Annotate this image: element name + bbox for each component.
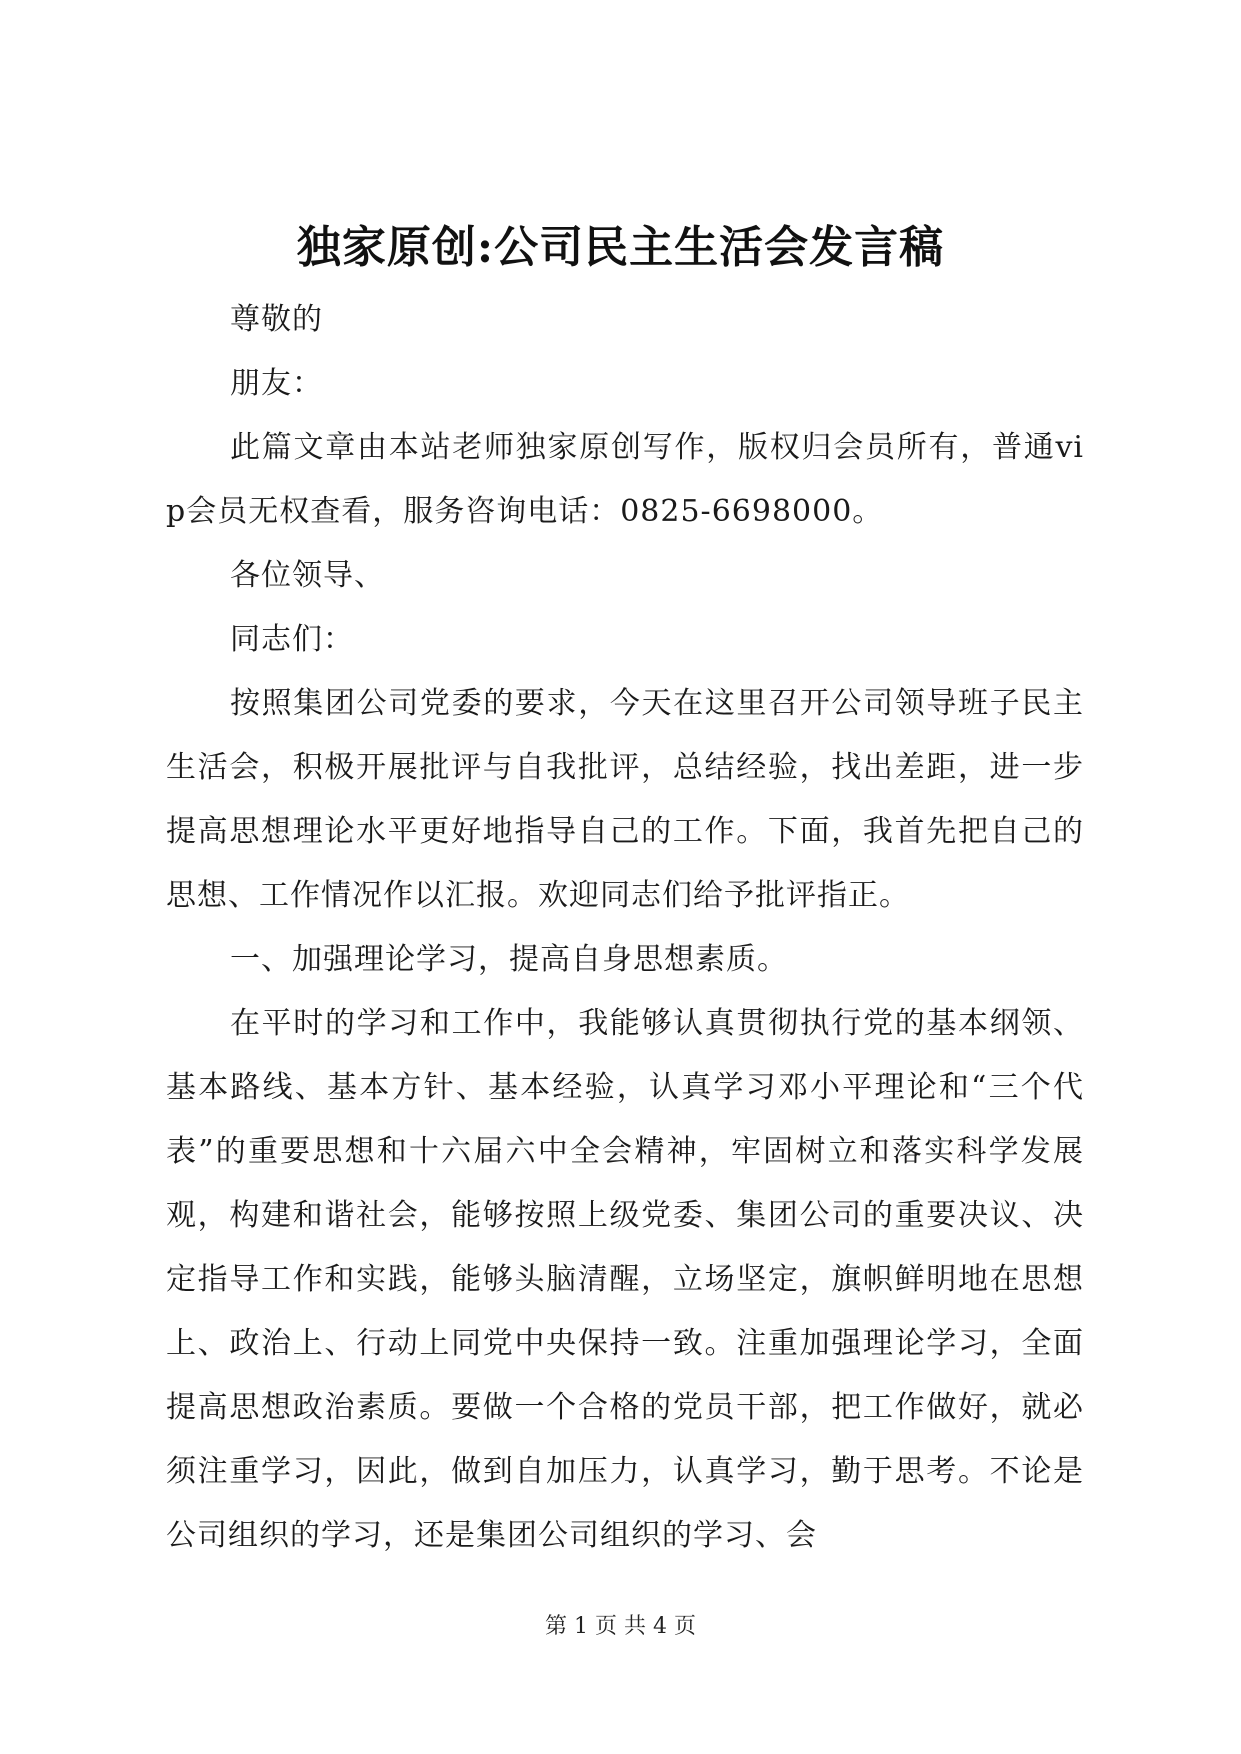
paragraph-address-1: 各位领导、 [230,558,385,593]
document-title: 独家原创:公司民主生活会发言稿 [296,222,945,273]
paragraph-salutation-2: 朋友： [230,366,323,401]
document-body [166,288,1084,1568]
paragraph-address-2: 同志们： [230,622,354,657]
paragraph-section-1-body: 在平时的学习和工作中，我能够认真贯彻执行党的基本纲领、基本路线、基本方针、基本经验，认真学习邓小平理论和“三个代表”的重要思想和十六届六中全会精神，牢固树立和落实科学发展观，构建和谐社会，能够按照上级党委、集团公司的重要决议、决定指导工作和实践，能够头脑清醒，立场坚定，旗帜鲜明地在思想上、政治上、行动上同党中央保持一致。注重加强理论学习，全面提高思想政治素质。要做一个合格的党员干部，把工作做好，就必须注重学习，因此，做到自加压力，认真学习，勤于思考。不论是公司组织的学习，还是集团公司组织的学习、会 [166,1006,1084,1553]
paragraph-salutation-1: 尊敬的 [230,302,323,337]
paragraph-copyright-notice: 此篇文章由本站老师独家原创写作，版权归会员所有，普通vip会员无权查看，服务咨询电话：0825-6698000。 [166,430,1084,529]
page-number-footer: 第 1 页 共 4 页 [545,1614,696,1639]
paragraph-intro: 按照集团公司党委的要求，今天在这里召开公司领导班子民主生活会，积极开展批评与自我批评，总结经验，找出差距，进一步提高思想理论水平更好地指导自己的工作。下面，我首先把自己的思想、工作情况作以汇报。欢迎同志们给予批评指正。 [166,686,1084,913]
paragraph-section-heading-1: 一、加强理论学习，提高自身思想素质。 [230,942,788,977]
